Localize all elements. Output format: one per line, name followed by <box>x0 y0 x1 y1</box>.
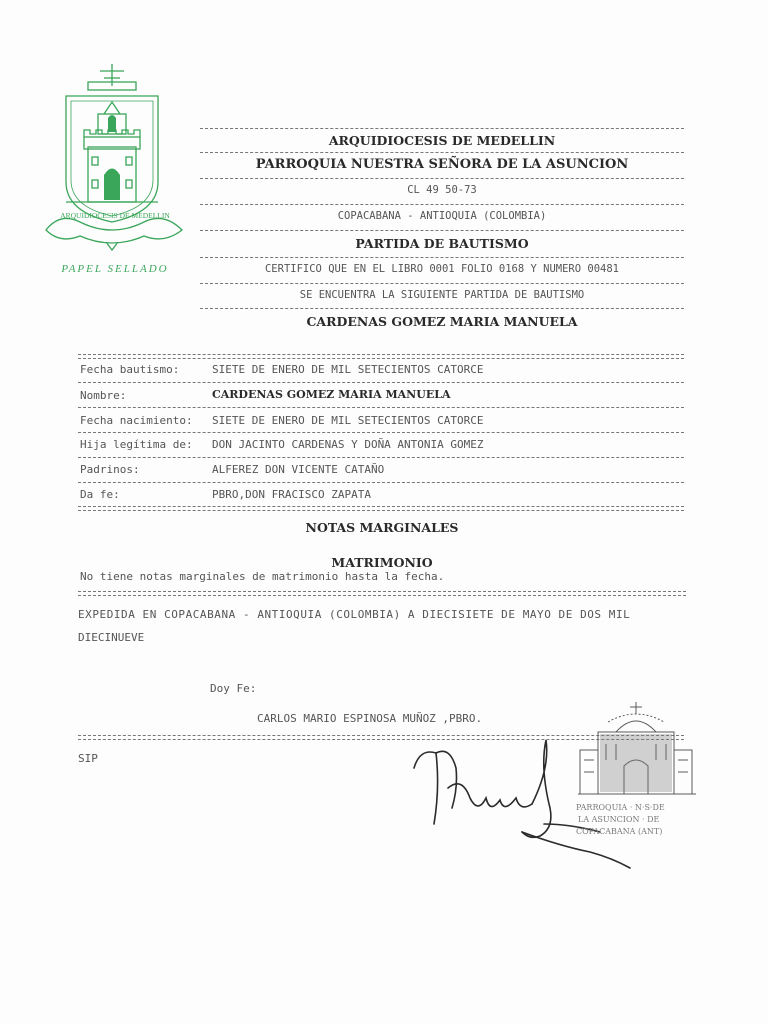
divider <box>78 407 684 408</box>
emblem-ribbon-text: ARQUIDIOCESIS DE MEDELLIN <box>60 211 170 220</box>
field-label-attested-by: Da fe: <box>80 488 120 501</box>
field-value-baptism-date: SIETE DE ENERO DE MIL SETECIENTOS CATORCE <box>212 363 484 376</box>
table-bottom-rule <box>78 506 684 511</box>
field-label-name: Nombre: <box>80 389 127 402</box>
field-label-baptism-date: Fecha bautismo: <box>80 363 180 376</box>
parish-title: PARROQUIA NUESTRA SEÑORA DE LA ASUNCION <box>255 157 629 172</box>
divider <box>200 257 684 258</box>
certification-line: CERTIFICO QUE EN EL LIBRO 0001 FOLIO 0168 Y NUMERO 00481 <box>264 263 619 275</box>
divider <box>200 308 684 309</box>
stamp-line-1: PARROQUIA · N·S·DE <box>576 803 665 812</box>
signer-name: CARLOS MARIO ESPINOSA MUÑOZ ,PBRO. <box>257 712 483 725</box>
parish-stamp <box>572 700 712 842</box>
parish-emblem <box>40 62 190 252</box>
doy-fe-label: Doy Fe: <box>210 682 257 695</box>
stamp-line-3: COPACABANA (ANT) <box>576 827 663 836</box>
marriage-subtitle: MATRIMONIO <box>331 555 433 570</box>
field-value-name: CARDENAS GOMEZ MARIA MANUELA <box>212 388 451 401</box>
issued-line-2: DIECINUEVE <box>78 631 145 644</box>
divider <box>78 432 684 433</box>
field-label-parents: Hija legítima de: <box>80 438 193 451</box>
field-label-birth-date: Fecha nacimiento: <box>80 414 193 427</box>
field-label-godparents: Padrinos: <box>80 463 140 476</box>
field-value-attested-by: PBRO,DON FRACISCO ZAPATA <box>212 488 371 501</box>
divider <box>200 204 684 205</box>
table-top-rule <box>78 354 684 359</box>
archdiocese-title: ARQUIDIOCESIS DE MEDELLIN <box>328 133 556 148</box>
coat-of-arms-icon <box>40 62 190 252</box>
divider <box>200 152 684 153</box>
document-title: PARTIDA DE BAUTISMO <box>355 236 529 251</box>
record-found-line: SE ENCUENTRA LA SIGUIENTE PARTIDA DE BAUTISMO <box>299 289 585 301</box>
divider <box>200 283 684 284</box>
parish-address: CL 49 50-73 <box>407 184 477 196</box>
parish-location: COPACABANA - ANTIOQUIA (COLOMBIA) <box>337 210 547 222</box>
divider <box>78 457 684 458</box>
marginal-notes-text: No tiene notas marginales de matrimonio hasta la fecha. <box>80 570 445 583</box>
field-value-birth-date: SIETE DE ENERO DE MIL SETECIENTOS CATORCE <box>212 414 484 427</box>
papel-sellado-caption: PAPEL SELLADO <box>61 263 169 275</box>
baptized-name-heading: CARDENAS GOMEZ MARIA MANUELA <box>306 314 578 329</box>
notes-rule <box>78 591 686 596</box>
church-stamp-icon <box>572 700 712 842</box>
divider <box>200 230 684 231</box>
field-value-godparents: ALFEREZ DON VICENTE CATAÑO <box>212 463 385 476</box>
divider <box>78 482 684 483</box>
divider <box>78 382 684 383</box>
issued-line-1: EXPEDIDA EN COPACABANA - ANTIOQUIA (COLOMBIA) A DIECISIETE DE MAYO DE DOS MIL <box>78 608 631 621</box>
marginal-notes-title: NOTAS MARGINALES <box>305 520 459 535</box>
divider <box>200 178 684 179</box>
initials: SIP <box>78 752 98 765</box>
field-value-parents: DON JACINTO CARDENAS Y DOÑA ANTONIA GOMEZ <box>212 438 484 451</box>
divider <box>200 128 684 129</box>
stamp-line-2: LA ASUNCION · DE <box>578 815 660 824</box>
